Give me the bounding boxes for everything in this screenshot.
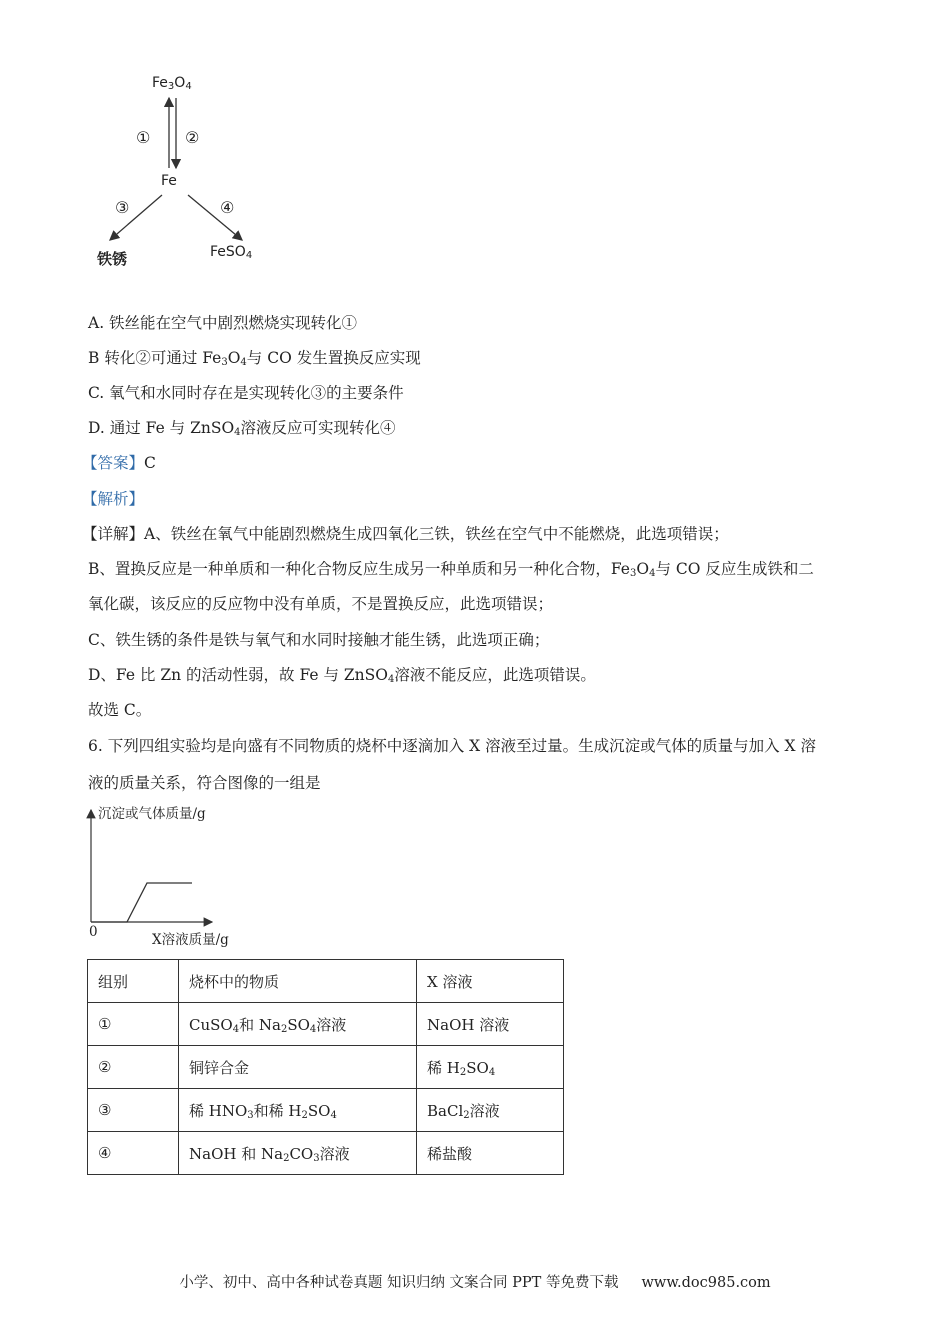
footer-url[interactable]: www.doc985.com: [641, 1275, 771, 1291]
question6-line1: 6. 下列四组实验均是向盛有不同物质的烧杯中逐滴加入 X 溶液至过量。生成沉淀或气体的质量与加入 X 溶: [88, 737, 816, 755]
arrow-label-2: ②: [185, 128, 200, 147]
header-x-solution: X 溶液: [417, 960, 564, 1003]
row-x: BaCl$_2$溶液: [417, 1089, 564, 1132]
analysis-b-line2: 氧化碳，该反应的反应物中没有单质，不是置换反应，此选项错误；: [88, 595, 554, 613]
analysis-conclusion: 故选 C。: [88, 701, 152, 719]
graph-line: [91, 883, 192, 922]
node-fe3o4: $Fe_3O_4$: [152, 75, 192, 92]
arrow-label-3: ③: [115, 198, 130, 217]
arrow-label-4: ④: [220, 198, 235, 217]
arrow-label-1: ①: [136, 128, 151, 147]
analysis-b-line1: B、置换反应是一种单质和一种化合物反应生成另一种单质和另一种化合物，$Fe_3O_4$与 CO 反应生成铁和二: [88, 560, 814, 579]
y-axis-label: 沉淀或气体质量/g: [98, 806, 206, 822]
transformation-diagram: [90, 70, 290, 280]
mass-graph: [84, 798, 254, 948]
answer-label: 【答案】: [82, 454, 145, 472]
row-id: ②: [88, 1046, 179, 1089]
answer-value: C: [144, 454, 156, 472]
table-row: [88, 1003, 564, 1046]
table-row: [88, 1089, 564, 1132]
option-c: C. 氧气和水同时存在是实现转化③的主要条件: [88, 384, 404, 402]
row-x: 稀盐酸: [417, 1132, 564, 1175]
analysis-c: C、铁生锈的条件是铁与氧气和水同时接触才能生锈，此选项正确；: [88, 631, 550, 649]
option-d: D. 通过 Fe 与 ZnSO$_4$溶液反应可实现转化④: [88, 419, 396, 438]
row-id: ①: [88, 1003, 179, 1046]
row-substance: NaOH 和 $Na_2CO_3$溶液: [179, 1132, 417, 1175]
node-feso4: FeSO$_4$: [210, 244, 253, 261]
analysis-detail-a: 【详解】A、铁丝在氧气中能剧烈燃烧生成四氧化三铁，铁丝在空气中不能燃烧，此选项错误；: [82, 525, 729, 543]
analysis-d: D、Fe 比 Zn 的活动性弱，故 Fe 与 ZnSO$_4$溶液不能反应，此选项错误。: [88, 666, 596, 685]
header-substance: 烧杯中的物质: [179, 960, 417, 1003]
question6-line2: 液的质量关系，符合图像的一组是: [88, 774, 321, 792]
analysis-label: 【解析】: [82, 490, 145, 508]
footer-text: 小学、初中、高中各种试卷真题 知识归纳 文案合同 PPT 等免费下载: [179, 1275, 619, 1291]
table-row: [88, 1046, 564, 1089]
row-x: NaOH 溶液: [417, 1003, 564, 1046]
node-rust: 铁锈: [97, 250, 128, 268]
header-group: 组别: [88, 960, 179, 1003]
row-substance: CuSO$_4$和 $Na_2SO_4$溶液: [179, 1003, 417, 1046]
table-row: [88, 1132, 564, 1175]
row-id: ④: [88, 1132, 179, 1175]
origin-label: 0: [89, 924, 98, 940]
row-substance: 稀 $HNO_3$和稀 $H_2SO_4$: [179, 1089, 417, 1132]
table-header-row: [88, 960, 564, 1003]
option-a: A. 铁丝能在空气中剧烈燃烧实现转化①: [88, 314, 358, 332]
detail-label: 【详解】: [82, 525, 145, 543]
node-fe: Fe: [161, 173, 177, 189]
x-axis-label: X溶液质量/g: [152, 932, 229, 948]
page-footer: [0, 1271, 950, 1292]
row-id: ③: [88, 1089, 179, 1132]
option-b: B 转化②可通过 $Fe_3O_4$与 CO 发生置换反应实现: [88, 349, 421, 368]
row-substance: 铜锌合金: [179, 1046, 417, 1089]
experiment-table: [87, 959, 564, 1175]
answer: [82, 451, 156, 473]
row-x: 稀 $H_2SO_4$: [417, 1046, 564, 1089]
